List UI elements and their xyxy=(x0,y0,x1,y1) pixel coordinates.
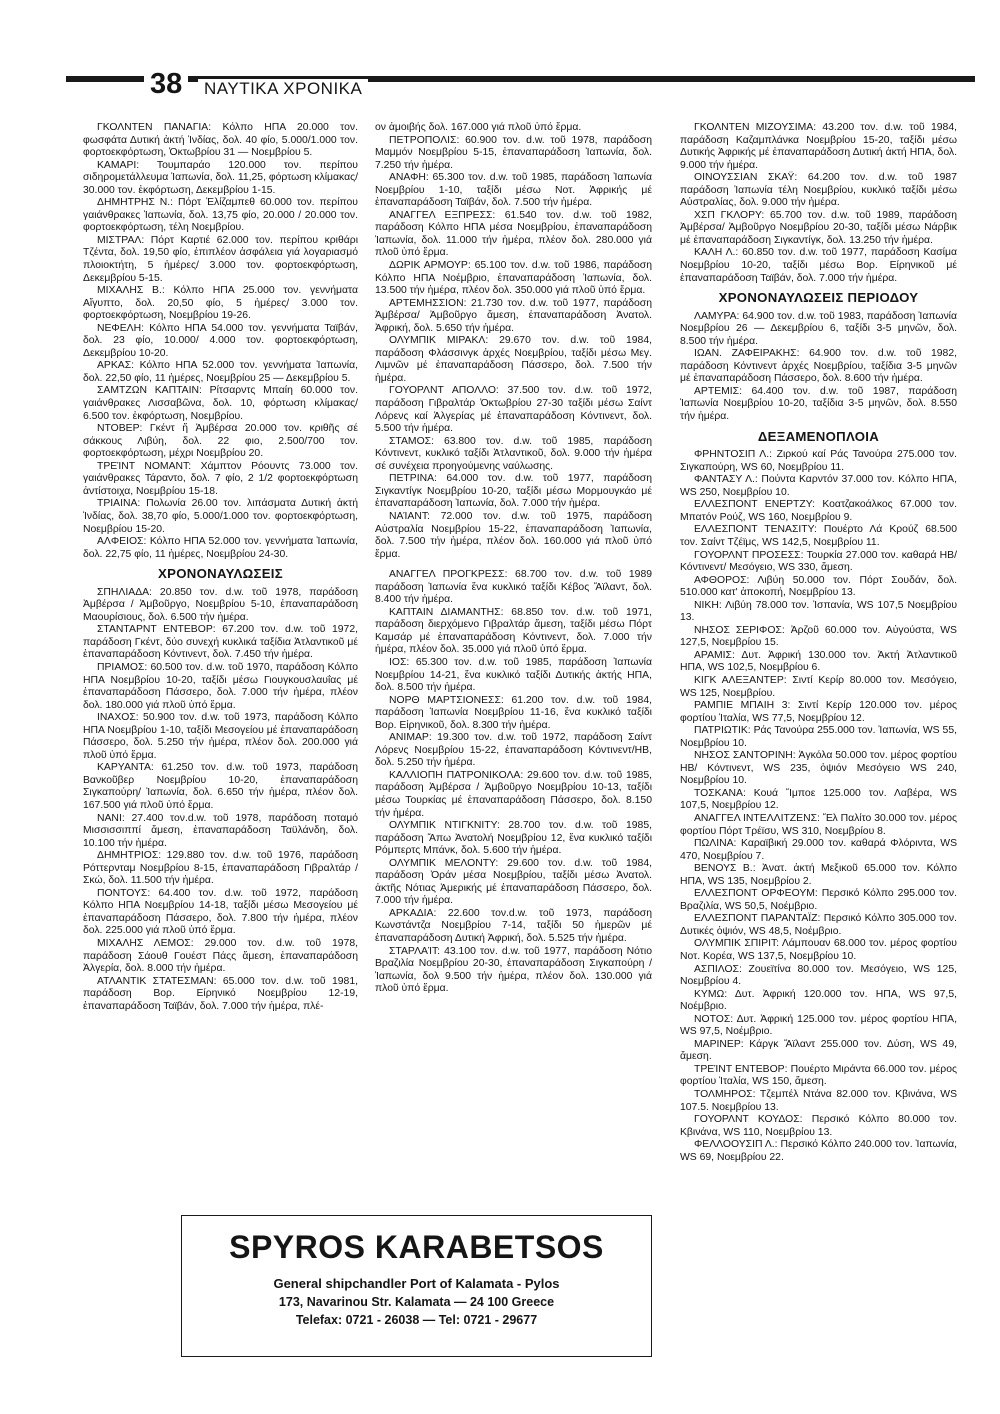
entry: ΟΙΝΟΥΣΣΙΑΝ ΣΚΑΫ: 64.200 τον. d.w. τοῦ 1987 παράδοση Ἰαπωνία τέλη Νοεμβρίου, κυκλικό ταξίδι μέσω Αὐστραλίας, δολ. 9.000 τήν ἡμέρα. xyxy=(680,172,957,209)
entry: ΣΤΑΝΤΑΡΝΤ ΕΝΤΕΒΟΡ: 67.200 τον. d.w. τοῦ 1972, παράδοση Γκέντ, δύο συνεχή κυκλικά ταξίδια Ἀτλαντικοῦ μέ ἐπαναπαράδοση Κόντινεντ, δολ. 7.450 τήν ἡμέρα. xyxy=(83,624,358,661)
entry: ΝΑΝΙ: 27.400 τον.d.w. τοῦ 1978, παράδοση ποταμό Μισσισσιππί ἄμεση, ἐπαναπαράδοση Ταϋλάνδη, δολ. 10.100 τήν ἡμέρα. xyxy=(83,812,358,849)
entry: ΤΡΙΑΙΝΑ: Πολωνία 26.00 τον. λιπάσματα Δυτική ἀκτή Ἰνδίας, δολ. 38,70 φίο, 5.000/1.000 τον. φορτοεκφόρτωση, Νοεμβρίου 15-20. xyxy=(83,498,358,535)
entry: ΓΟΥΟΡΛΝΤ ΚΟΥΔΟΣ: Περσικό Κόλπο 80.000 τον. Κβινάνα, WS 110, Νοεμβρίου 13. xyxy=(680,1114,957,1138)
entry: ΦΑΝΤΑΣΥ Λ.: Πούντα Καρντόν 37.000 τον. Κόλπο ΗΠΑ, WS 250, Νοεμβρίου 10. xyxy=(680,474,957,498)
entry: ΚΑΛΗ Λ.: 60.850 τον. d.w. τοῦ 1977, παράδοση Κασίμα Νοεμβρίου 10-20, ταξίδι μέσω Βορ. Είρηνικοῦ μέ ἐπαναπαράδοση Ταϊβάν, δολ. 7.000 τήν ἡμέρα. xyxy=(680,247,957,284)
entry: ΦΕΛΛΟΟΥΣΙΠ Λ.: Περσικό Κόλπο 240.000 τον. Ἰαπωνία, WS 69, Νοεμβρίου 22. xyxy=(680,1139,957,1163)
entry: ΚΙΓΚ ΑΛΕΞΑΝΤΕΡ: Σιντί Κερίρ 80.000 τον. Μεσόγειο, WS 125, Νοεμβρίου. xyxy=(680,674,957,699)
ad-subtitle: General shipchandler Port of Kalamata - Pylos xyxy=(273,1276,560,1291)
entry: ΝΟΡΘ ΜΑΡΤΣΙΟΝΕΣΣ: 61.200 τον. d.w. τοῦ 1984, παράδοση Ἰαπωνία Νοεμβρίου 11-16, ἕνα κυκλικό ταξίδι Βορ. Εἰρηνικοῦ, δολ. 8.300 τήν ἡμέρα. xyxy=(375,694,652,731)
entry: ΠΩΛΙΝΑ: Καραϊβική 29.000 τον. καθαρά Φλόριντα, WS 470, Νοεμβρίου 7. xyxy=(680,838,957,862)
column-2 xyxy=(375,122,652,996)
entry: ΓΟΥΟΡΛΝΤ ΠΡΟΣΕΣΣ: Τουρκία 27.000 τον. καθαρά ΗΒ/Κόντινεντ/ Μεσόγειο, WS 330, ἄμεση. xyxy=(680,549,957,574)
section-heading-period-charters: ΧΡΟΝΟΝΑΥΛΩΣΕΙΣ ΠΕΡΙΟΔΟΥ xyxy=(718,290,919,306)
entry: ΙΩΑΝ. ΖΑΦΕΙΡΑΚΗΣ: 64.900 τον. d.w. τοῦ 1982, παράδοση Κόντινεντ ἀρχές Νοεμβρίου, ταξίδια 3-5 μηνῶν μέ ἐπαναπαράδοση Πάσσερο, δολ. 8.600 τήν ἡμέρα. xyxy=(680,348,957,385)
entry: ΠΕΤΡΙΝΑ: 64.000 τον. d.w. τοῦ 1977, παράδοση Σιγκαντίγκ Νοεμβρίου 10-20, ταξίδι μέσω Μορμουγκάο μέ ἐπαναπαράδοση Ἰαπωνία, δολ. 7.000 τήν ἡμέρα. xyxy=(375,473,652,510)
entry: ΑΝΑΓΓΕΛ ΙΝΤΕΛΛΙΤΖΕΝΣ: Ἔλ Παλίτο 30.000 τον. μέρος φορτίου Πόρτ Τρέϊσυ, WS 310, Νοεμβρίου 8. xyxy=(680,812,957,837)
entry: ΔΗΜΗΤΡΙΟΣ: 129.880 τον. d.w. τοῦ 1976, παράδοση Ρόττερνταμ Νοεμβρίου 8-15, ἐπαναπαράδοση Γιβραλτάρ /Σκώ, δολ. 11.500 τήν ἡμέρα. xyxy=(83,850,358,887)
ad-contact: Telefax: 0721 - 26038 — Tel: 0721 - 29677 xyxy=(295,1313,538,1327)
entry: ΑΦΘΟΡΟΣ: Λιβύη 50.000 τον. Πόρτ Σουδάν, δολ. 510.000 κατ' ἀποκοπή, Νοεμβρίου 13. xyxy=(680,574,957,599)
entry: ΡΑΜΠΙΕ ΜΠΑΙΗ 3: Σιντί Κερίρ 120.000 τον. μέρος φορτίου Ἰταλία, WS 77,5, Νοεμβρίου 12. xyxy=(680,700,957,724)
entry: ΕΛΛΕΣΠΟΝΤ ΠΑΡΑΝΤΑΪΖ: Περσικό Κόλπο 305.000 τον. Δυτικές ὀψιόν, WS 48,5, Νοέμβριο. xyxy=(680,913,957,937)
entry: ΣΑΜΤΖΩΝ ΚΑΠΤΑΙΝ: Ρίτσαρντς Μπαίη 60.000 τον. γαιάνθρακες Λισσαβῶνα, δολ. 10, φόρτωση κλίμακας/ 6.500 τον. ἐκφόρτωση, Νοεμβρίου. xyxy=(83,385,358,422)
entry: ον ἀμοιβής δολ. 167.000 γιά πλοῦ ὑπό ἕρμα. xyxy=(375,122,582,133)
entry: ΤΡΕΊΝΤ ΝΟΜΑΝΤ: Χάμπτον Ρόουντς 73.000 τον. γαιάνθρακες Τάραντο, δολ. 7 φίο, 2 1/2 φορτοεκφόρτωση ἀντίστοιχα, Νοεμβρίου 15-18. xyxy=(83,460,358,497)
entry: ΚΑΛΛΙΟΠΗ ΠΑΤΡΟΝΙΚΟΛΑ: 29.600 τον. d.w. τοῦ 1985, παράδοση Ἀμβέρσα / Ἀμβοῦργο Νοεμβρίου 10-13, ταξίδι μέσω Τουρκίας μέ ἐπαναπαράδοση Πάσσερο, δολ. 8.150 τήν ἡμέρα. xyxy=(375,769,652,819)
entry: ΜΙΧΑΛΗΣ ΛΕΜΟΣ: 29.000 τον. d.w. τοῦ 1978, παράδοση Σάουθ Γουέστ Πάςς ἄμεση, ἐπαναπαράδοση Ἀλγερία, δολ. 8.000 τήν ἡμέρα. xyxy=(83,938,358,975)
entry: ΙΝΑΧΟΣ: 50.900 τον. d.w. τοῦ 1973, παράδοση Κόλπο ΗΠΑ Νοεμβρίου 1-10, ταξίδι Μεσογείου μέ ἐπαναπαράδοση Πάσσερο, δολ. 5.250 τήν ἡμέρα, πλέον δολ. 200.000 γιά πλοῦ ὑπό ἕρμα. xyxy=(83,712,358,761)
entry: ΑΡΑΜΙΣ: Δυτ. Ἀφρική 130.000 τον. Ἀκτή Ἀτλαντικοῦ ΗΠΑ, WS 102,5, Νοεμβρίου 6. xyxy=(680,649,957,674)
entry: ΠΡΙΑΜΟΣ: 60.500 τον. d.w. τοῦ 1970, παράδοση Κόλπο ΗΠΑ Νοεμβρίου 10-20, ταξίδι μέσω Γιουγκουσλαυΐας μέ ἐπαναπαράδοση Πάσσερο, δολ. 7.000 τήν ἡμέρα, πλέον δολ. 180.000 γιά πλοῦ ὑπό ἕρμα. xyxy=(83,661,358,711)
entry: ΣΤΑΡΛΑΊΤ: 43.100 τον. d.w. τοῦ 1977, παράδοση Νότιο Βραζιλία Νοεμβρίου 20-30, ἐπαναπαράδοση Σιγκαπούρη / Ἰαπωνία, δολ 9.500 τήν ἡμέρα, πλέον δολ. 130.000 γιά πλοῦ ὑπό ἕρμα. xyxy=(375,945,652,995)
page-number: 38 xyxy=(144,68,188,100)
entry: ΣΠΗΛΙΑΔΑ: 20.850 τον. d.w. τοῦ 1978, παράδοση Ἀμβέρσα / Ἀμβοῦργο, Νοεμβρίου 5-10, ἐπαναπαράδοση Μαουρίσιους, δολ. 6.500 τήν ἡμέρα. xyxy=(83,586,358,623)
entry: ΑΛΦΕΙΟΣ: Κόλπο ΗΠΑ 52.000 τον. γεννήματα Ἰαπωνία, δολ. 22,75 φίο, 11 ἡμέρες, Νοεμβρίου 24-30. xyxy=(83,536,358,560)
entry: ΝΙΚΗ: Λιβύη 78.000 τον. Ἰσπανία, WS 107,5 Νοεμβρίου 13. xyxy=(680,599,957,624)
entry: ΔΗΜΗΤΡΗΣ Ν.: Πόρτ Ἐλίζαμπεθ 60.000 τον. περίπου γαιάνθρακες Ἰαπωνία, δολ. 13,75 φίο, 20.000 / 20.000 τον. φορτοεκφόρτωση, τέλη Νοεμβρίου. xyxy=(83,197,358,234)
entry: ΕΛΛΕΣΠΟΝΤ ΟΡΦΕΟΥΜ: Περσικό Κόλπο 295.000 τον. Βραζιλία, WS 50,5, Νοέμβριο. xyxy=(680,888,957,912)
entry: ΝΗΣΟΣ ΣΕΡΙΦΟΣ: Ἀρζοῦ 60.000 τον. Αὐγούστα, WS 127,5, Νοεμβρίου 15. xyxy=(680,624,957,649)
entry: ΣΤΑΜΟΣ: 63.800 τον. d.w. τοῦ 1985, παράδοση Κόντινεντ, κυκλικό ταξίδι Ἀτλαντικοῦ, δολ. 9.000 τήν ἡμέρα σέ συνέχεια προηγούμενης ναύλωσης. xyxy=(375,435,652,472)
entry: ΠΑΤΡΙΩΤΙΚ: Ράς Τανούρα 255.000 τον. Ἰαπωνία, WS 55, Νοεμβρίου 10. xyxy=(680,725,957,749)
entry: ΙΟΣ: 65.300 τον. d.w. τοῦ 1985, παράδοση Ἰαπωνία Νοεμβρίου 14-21, ἕνα κυκλικό ταξίδι Δυτικής ἀκτής ΗΠΑ, δολ. 8.500 τήν ἡμέρα. xyxy=(375,656,652,694)
entry: ΝΗΣΟΣ ΣΑΝΤΟΡΙΝΗ: Ἀγκόλα 50.000 τον. μέρος φορτίου ΗΒ/ Κόντινεντ, WS 235, ὀψιόν Μεσόγειο WS 240, Νοεμβρίου 10. xyxy=(680,750,957,787)
entry: ΑΣΠΙΛΟΣ: Ζουεϊτίνα 80.000 τον. Μεσόγειο, WS 125, Νοεμβρίου 4. xyxy=(680,963,957,988)
entry: ΑΝΑΦΗ: 65.300 τον. d.w. τοῦ 1985, παράδοση Ἰαπωνία Νοεμβρίου 1-10, ταξίδι μέσω Νοτ. Ἀφρικής μέ ἐπαναπαράδοση Ταϊβάν, δολ. 7.500 τήν ἡμέρα. xyxy=(375,172,652,209)
entry: ΕΛΛΕΣΠΟΝΤ ΤΕΝΑΣΙΤΥ: Πουέρτο Λά Κρούζ 68.500 τον. Σαίντ Τζέϊμς, WS 142,5, Νοεμβρίου 11. xyxy=(680,524,957,548)
paragraph-gap xyxy=(375,561,652,569)
section-heading-tankers: ΔΕΞΑΜΕΝΟΠΛΟΙΑ xyxy=(757,428,880,444)
entry: ΠΕΤΡΟΠΟΛΙΣ: 60.900 τον. d.w. τοῦ 1978, παράδοση Μαμμόν Νοεμβρίου 5-15, ἐπαναπαράδοση Ἰαπωνία, δολ. 7.250 τήν ἡμέρα. xyxy=(375,134,652,171)
ad-title: SPYROS KARABETSOS xyxy=(229,1229,604,1265)
entry: ΓΚΟΛΝΤΕΝ ΠΑΝΑΓΙΑ: Κόλπο ΗΠΑ 20.000 τον. φωσφάτα Δυτική ἀκτή Ἰνδίας, δολ. 40 φίο, 5.000/1.000 τον. φορτοεκφόρτωση, Ὀκτωβρίου 31 — Νοεμβρίου 5. xyxy=(83,122,358,159)
entry: ΑΡΤΕΜΙΣ: 64.400 τον. d.w. τοῦ 1987, παράδοση Ἰαπωνία Νοεμβρίου 10-20, ταξίδια 3-5 μηνῶν, δολ. 8.550 τήν ἡμέρα. xyxy=(680,385,957,423)
entry: ΕΛΛΕΣΠΟΝΤ ΕΝΕΡΤΖΥ: Κοατζακοάλκος 67.000 τον. Μπατόν Ρούζ, WS 160, Νοεμβρίου 9. xyxy=(680,499,957,523)
entry: ΜΙΣΤΡΑΛ: Πόρτ Καρτιέ 62.000 τον. περίπου κριθάρι Τζέντα, δολ. 19,50 φίο, ἐπιπλέον ἀσφάλεια γιά λογαριασμό πλοιοκτήτη, 5 ἡμέρες/ 3.000 τον. φορτοεκφόρτωση, Δεκεμβρίου 5-15. xyxy=(83,234,358,284)
entry: ΜΑΡΙΝΕΡ: Κάργκ Ἄϊλαντ 255.000 τον. Δύση, WS 49, ἄμεση. xyxy=(680,1038,957,1063)
section-heading-time-charters: ΧΡΟΝΟΝΑΥΛΩΣΕΙΣ xyxy=(158,566,283,582)
ad-address: 173, Navarinou Str. Kalamata — 24 100 Greece xyxy=(278,1295,555,1309)
entry: ΜΙΧΑΛΗΣ Β.: Κόλπο ΗΠΑ 25.000 τον. γεννήματα Αἴγυπτο, δολ. 20,50 φίο, 5 ἡμέρες/ 3.000 τον. φορτοεκφόρτωση, Νοεμβρίου 19-26. xyxy=(83,285,358,322)
entry: ΑΡΤΕΜΗΣΣΙΟΝ: 21.730 τον. d.w. τοῦ 1977, παράδοση Ἀμβέρσα/ Ἀμβοῦργο ἄμεση, ἐπαναπαράδοση Ἀνατολ. Ἀφρική, δολ. 5.650 τήν ἡμέρα. xyxy=(375,297,652,334)
entry: ΚΑΡΥΑΝΤΑ: 61.250 τον. d.w. τοῦ 1973, παράδοση Βανκοῦβερ Νοεμβρίου 10-20, ἐπαναπαράδοση Σιγκαπούρη/ Ἰαπωνία, δολ. 6.650 τήν ἡμέρα, πλέον δολ. 167.500 γιά πλοῦ ὑπό ἕρμα. xyxy=(83,762,358,811)
entry: ΑΝΙΜΑΡ: 19.300 τον. d.w. τοῦ 1972, παράδοση Σαίντ Λόρενς Νοεμβρίου 15-22, ἐπαναπαράδοση Κόντινεντ/ΗΒ, δολ. 5.250 τήν ἡμέρα. xyxy=(375,732,652,769)
entry: ΤΟΣΚΑΝΑ: Κουά Ἴμποε 125.000 τον. Λαβέρα, WS 107,5, Νοεμβρίου 12. xyxy=(680,787,957,812)
entry: ΓΟΥΟΡΛΝΤ ΑΠΟΛΛΟ: 37.500 τον. d.w. τοῦ 1972, παράδοση Γιβραλτάρ Ὀκτωβρίου 27-30 ταξίδι μέσω Σαίντ Λόρενς καί Ἀλγερίας μέ ἐπαναπαράδοση Κόντινεντ, δολ. 5.500 τήν ἡμέρα. xyxy=(375,385,652,435)
entry: ΚΥΜΩ: Δυτ. Ἀφρική 120.000 τον. ΗΠΑ, WS 97,5, Νοέμβριο. xyxy=(680,988,957,1013)
entry: ΛΑΜΥΡΑ: 64.900 τον. d.w. τοῦ 1983, παράδοση Ἰαπωνία Νοεμβρίου 26 — Δεκεμβρίου 6, ταξίδι 3-5 μηνῶν, δολ. 8.500 τήν ἡμέρα. xyxy=(680,310,957,347)
column-3 xyxy=(680,122,957,1164)
entry: ΟΛΥΜΠΙΚ ΜΙΡΑΚΛ: 29.670 τον. d.w. τοῦ 1984, παράδοση Φλάσσινγκ ἀρχές Νοεμβρίου, ταξίδι μέσω Μεγ. Λιμνῶν μέ ἐπαναπαράδοση Πάσσερο, δολ. 7.500 τήν ἡμέρα. xyxy=(375,335,652,384)
entry: ΤΟΛΜΗΡΟΣ: Τζεμπέλ Ντάνα 82.000 τον. Κβινάνα, WS 107.5. Νοεμβρίου 13. xyxy=(680,1089,957,1113)
entry: ΚΑΜΑΡΙ: Τουμπαράο 120.000 τον. περίπου σιδηρομετάλλευμα Ἰαπωνία, δολ. 11,25, φόρτωση κλίμακας/ 30.000 τον. ἐκφόρτωση, Δεκεμβρίου 1-15. xyxy=(83,159,358,196)
page-header xyxy=(66,68,975,108)
entry: ΝΤΟΒΕΡ: Γκέντ ἤ Ἀμβέρσα 20.000 τον. κριθῆς σέ σάκκους Λιβύη, δολ. 22 φιο, 2.500/700 τον. φορτοεκφόρτωση, μέχρι Νοεμβρίου 20. xyxy=(83,423,358,460)
entry: ΟΛΥΜΠΙΚ ΜΕΛΟΝΤΥ: 29.600 τον. d.w. τοῦ 1984, παράδοση Ὀράν μέσα Νοεμβρίου, ταξίδι μέσω Ἀνατολ. ἀκτῆς Νότιας Ἀμερικής μέ ἐπαναπαράδοση Πάσσερο, δολ. 7.000 τήν ἡμέρα. xyxy=(375,857,652,907)
column-1 xyxy=(83,122,358,1013)
entry: ΓΚΟΛΝΤΕΝ ΜΙΖΟΥΣΙΜΑ: 43.200 τον. d.w. τοῦ 1984, παράδοση Καζαμπλάνκα Νοεμβρίου 15-20, ταξίδι μέσω Δυτικής Ἀφρικής μέ ἐπαναπαράδοση Δυτική ἀκτή ΗΠΑ, δολ. 9.000 τήν ἡμέρα. xyxy=(680,122,957,171)
entry: ΚΑΠΤΑΙΝ ΔΙΑΜΑΝΤΗΣ: 68.850 τον. d.w. τοῦ 1971, παράδοση διερχόμενο Γιβραλτάρ ἄμεση, ταξίδι μέσω Πόρτ Καμσάρ μέ ἐπαναπαράδοση Κόντινεντ, δολ. 7.000 τήν ἡμέρα, πλέον δολ. 35.000 γιά πλοῦ ὑπό ἕρμα. xyxy=(375,606,652,656)
entry: ΧΣΠ ΓΚΛΟΡΥ: 65.700 τον. d.w. τοῦ 1989, παράδοση Ἀμβέρσα/ Ἀμβοῦργο Νοεμβρίου 20-30, ταξίδι μέσω Νάρβικ μέ ἐπαναπαράδοση Σιγκαντίγκ, δολ. 13.250 τήν ἡμέρα. xyxy=(680,209,957,246)
entry: ΑΡΚΑΣ: Κόλπο ΗΠΑ 52.000 τον. γεννήματα Ἰαπωνία, δολ. 22,50 φίο, 11 ἡμέρες, Νοεμβρίου 25 — Δεκεμβρίου 5. xyxy=(83,360,358,384)
entry: ΟΛΥΜΠΙΚ ΝΤΙΓΚΝΙΤΥ: 28.700 τον. d.w. τοῦ 1985, παράδοση Ἄπω Ἀνατολή Νοεμβρίου 12, ἕνα κυκλικό ταξίδι Ρόμπερτς Μπάνκ, δολ. 5.600 τήν ἡμέρα. xyxy=(375,820,652,857)
entry: ΑΡΚΑΔΙΑ: 22.600 τον.d.w. τοῦ 1973, παράδοση Κωνστάντζα Νοεμβρίου 7-14, ταξίδι 50 ἡμερῶν μέ ἐπαναπαράδοση Δυτική Ἀφρική, δολ. 5.525 τήν ἡμέρα. xyxy=(375,907,652,944)
entry: ΝΑΊΑΝΤ: 72.000 τον. d.w. τοῦ 1975, παράδοση Αὐστραλία Νοεμβρίου 15-22, ἐπαναπαράδοση Ἰαπωνία, δολ. 7.500 τήν ἡμέρα, πλέον δολ. 160.000 γιά πλοῦ ὑπό ἕρμα. xyxy=(375,510,652,560)
publication-title: ΝΑΥΤΙΚΑ ΧΡΟΝΙΚΑ xyxy=(198,79,368,99)
entry: ΑΤΛΑΝΤΙΚ ΣΤΑΤΕΣΜΑΝ: 65.000 τον. d.w. τοῦ 1981, παράδοση Βορ. Είρηνικό Νοεμβρίου 12-19, ἐπαναπαράδοση Ταϊβάν, δολ. 7.000 τήν ἡμέρα, πλέ- xyxy=(83,975,358,1012)
entry: ΑΝΑΓΓΕΛ ΠΡΟΓΚΡΕΣΣ: 68.700 τον. d.w. τοῦ 1989 παράδοση Ἰαπωνία ἕνα κυκλικό ταξίδι Κέβος Ἄϊλαντ, δολ. 8.400 τήν ἡμέρα. xyxy=(375,569,652,606)
entry: ΒΕΝΟΥΣ Β.: Ἀνατ. ἀκτή Μεξικοῦ 65.000 τον. Κόλπο ΗΠΑ, WS 135, Νοεμβρίου 2. xyxy=(680,863,957,887)
entry: ΤΡΕΊΝΤ ΕΝΤΕΒΟΡ: Πουέρτο Μιράντα 66.000 τον. μέρος φορτίου Ἰταλία, WS 150, ἄμεση. xyxy=(680,1063,957,1088)
entry: ΠΟΝΤΟΥΣ: 64.400 τον. d.w. τοῦ 1972, παράδοση Κόλπο ΗΠΑ Νοεμβρίου 14-18, ταξίδι μέσω Μεσογείου μέ ἐπαναπαράδοση Πάσσερο, δολ. 7.800 τήν ἡμέρα, πλέον δολ. 225.000 γιά πλοῦ ὑπό ἕρμα. xyxy=(83,887,358,937)
advertisement-box xyxy=(181,1215,652,1357)
entry: ΦΡΗΝΤΟΣΙΠ Λ.: Ζιρκού καί Ράς Τανούρα 275.000 τον. Σιγκαπούρη, WS 60, Νοεμβρίου 11. xyxy=(680,449,957,473)
entry: ΝΕΦΕΛΗ: Κόλπο ΗΠΑ 54.000 τον. γεννήματα Ταϊβάν, δολ. 23 φίο, 10.000/ 4.000 τον. φορτοεκφόρτωση, Δεκεμβρίου 10-20. xyxy=(83,322,358,359)
entry: ΝΟΤΟΣ: Δυτ. Ἀφρική 125.000 τον. μέρος φορτίου ΗΠΑ, WS 97,5, Νοέμβριο. xyxy=(680,1013,957,1038)
entry: ΔΩΡΙΚ ΑΡΜΟΥΡ: 65.100 τον. d.w. τοῦ 1986, παράδοση Κόλπο ΗΠΑ Νοέμβριο, ἐπαναπαράδοση Ἰαπωνία, δολ. 13.500 τήν ἡμέρα, πλέον δολ. 350.000 γιά πλοῦ ὑπό ἕρμα. xyxy=(375,260,652,297)
entry: ΟΛΥΜΠΙΚ ΣΠΙΡΙΤ: Λάμπουαν 68.000 τον. μέρος φορτίου Νοτ. Κορέα, WS 137,5, Νοεμβρίου 10. xyxy=(680,938,957,962)
entry: ΑΝΑΓΓΕΛ ΕΞΠΡΕΣΣ: 61.540 τον. d.w. τοῦ 1982, παράδοση Κόλπο ΗΠΑ μέσα Νοεμβρίου, ἐπαναπαράδοση Ἰαπωνία, δολ. 11.000 τήν ἡμέρα, πλέον δολ. 280.000 γιά πλοῦ ὑπό ἕρμα. xyxy=(375,209,652,259)
